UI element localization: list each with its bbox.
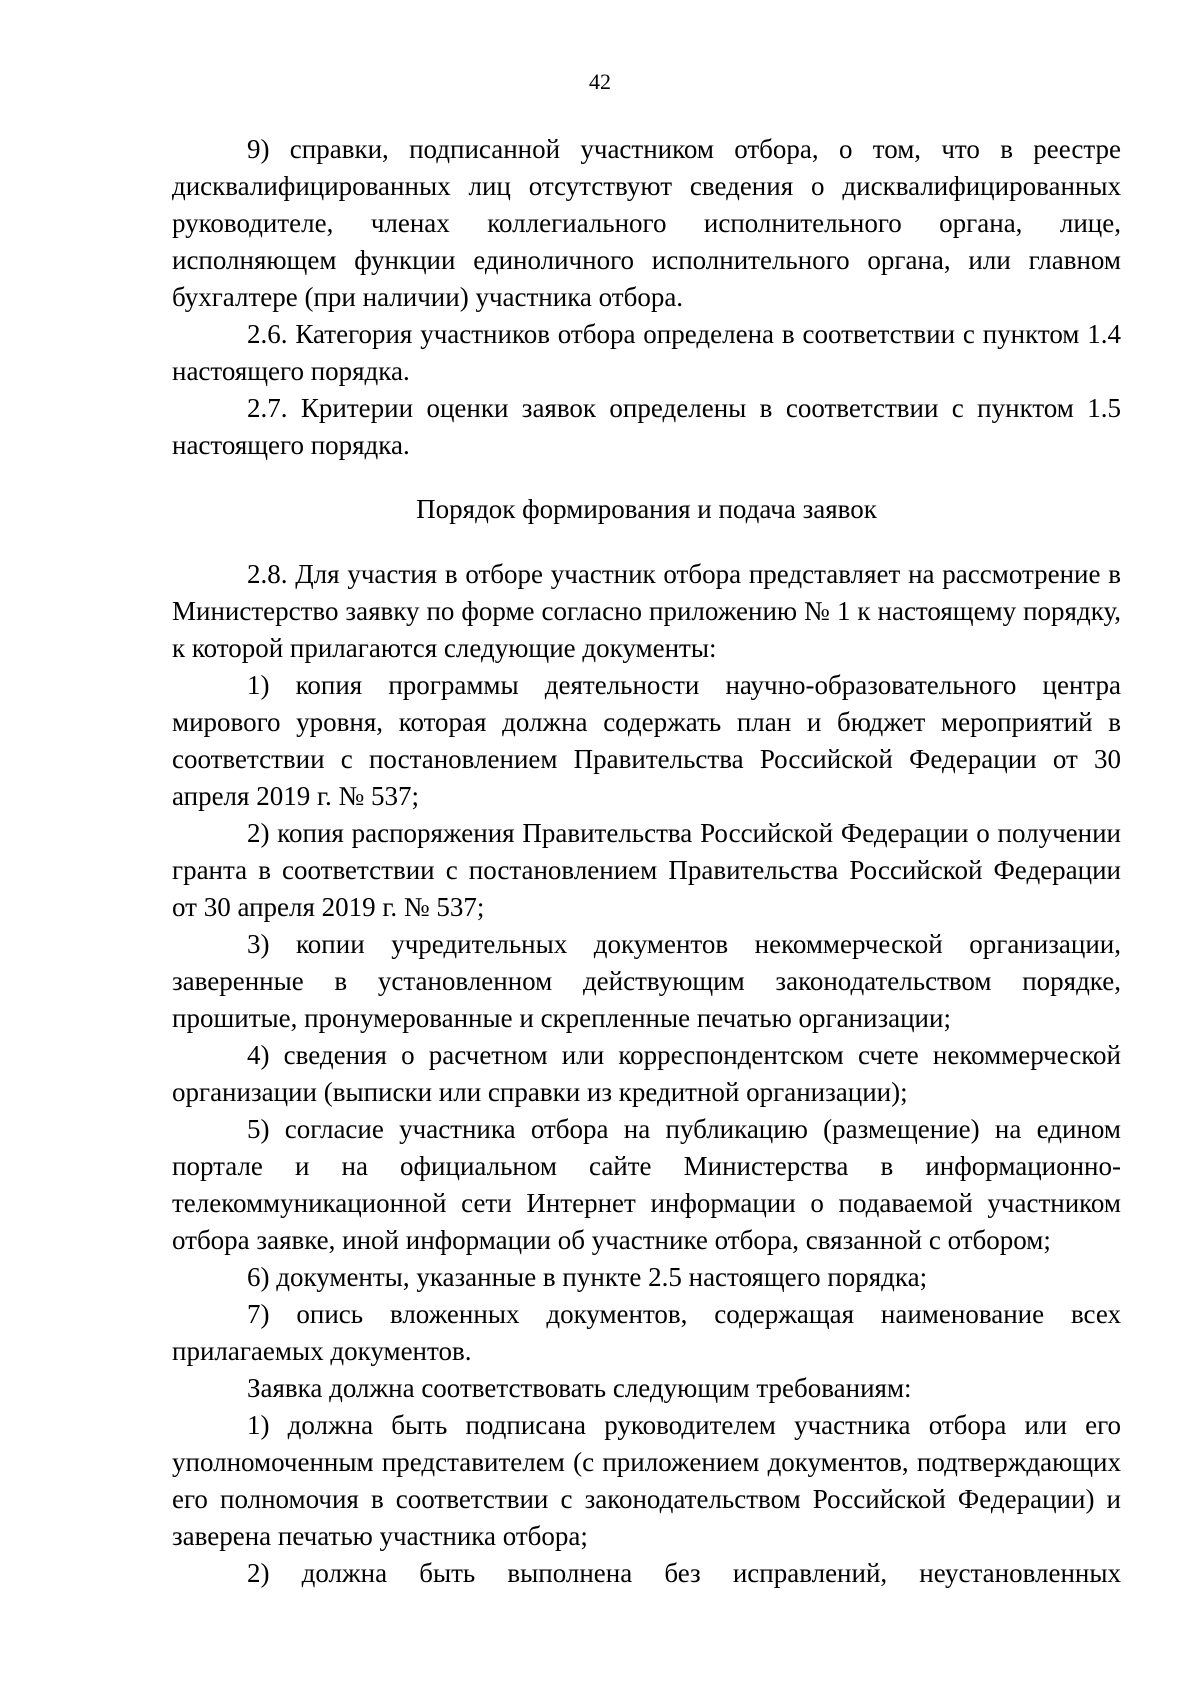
paragraph-2-8: 2.8. Для участия в отборе участник отбора представляет на рассмотрение в Министерство заявку по форме согласно приложению № 1 к настоящему порядку, к которой прилагаются следующие документы:: [172, 559, 1121, 663]
paragraph-2-7: 2.7. Критерии оценки заявок определены в соответствии с пунктом 1.5 настоящего порядка.: [172, 393, 1121, 460]
requirement-item-2: 2) должна быть выполнена без исправлений, неустановленных: [247, 1558, 1121, 1588]
requirements-intro: Заявка должна соответствовать следующим требованиям:: [247, 1373, 912, 1403]
page-number: 42: [589, 69, 611, 94]
requirement-item-1: 1) должна быть подписана руководителем участника отбора или его уполномоченным представителем (с приложением документов, подтверждающих его полномочия в соответствии с законодательством Российской Федерации) и заверена печатью участника отбора;: [172, 1410, 1121, 1551]
paragraph-item-9: 9) справки, подписанной участником отбора, о том, что в реестре дисквалифицированных лиц отсутствуют сведения о дисквалифицированных руководителе, членах коллегиального исполнительного органа, лице, исполняющем функции единоличного исполнительного органа, или главном бухгалтере (при наличии) участника отбора.: [172, 134, 1121, 312]
list-item-5: 5) согласие участника отбора на публикацию (размещение) на едином портале и на официальном сайте Министерства в информационно-телекоммуникационной сети Интернет информации о подаваемой участником отбора заявке, иной информации об участнике отбора, связанной с отбором;: [172, 1114, 1121, 1255]
paragraph-2-6: 2.6. Категория участников отбора определена в соответствии с пунктом 1.4 настоящего порядка.: [172, 319, 1121, 386]
list-item-1: 1) копия программы деятельности научно-образовательного центра мирового уровня, которая должна содержать план и бюджет мероприятий в соответствии с постановлением Правительства Российской Федерации от 30 апреля 2019 г. № 537;: [172, 670, 1121, 811]
list-item-3: 3) копии учредительных документов некоммерческой организации, заверенные в установленном действующим законодательством порядке, прошитые, пронумерованные и скрепленные печатью организации;: [172, 929, 1121, 1033]
section-heading: Порядок формирования и подача заявок: [416, 494, 877, 524]
list-item-4: 4) сведения о расчетном или корреспондентском счете некоммерческой организации (выписки или справки из кредитной организации);: [172, 1040, 1121, 1107]
list-item-7: 7) опись вложенных документов, содержащая наименование всех прилагаемых документов.: [172, 1299, 1121, 1366]
document-body: [172, 131, 1121, 1592]
list-item-6: 6) документы, указанные в пункте 2.5 настоящего порядка;: [247, 1262, 928, 1292]
list-item-2: 2) копия распоряжения Правительства Российской Федерации о получении гранта в соответствии с постановлением Правительства Российской Федерации от 30 апреля 2019 г. № 537;: [172, 818, 1121, 922]
